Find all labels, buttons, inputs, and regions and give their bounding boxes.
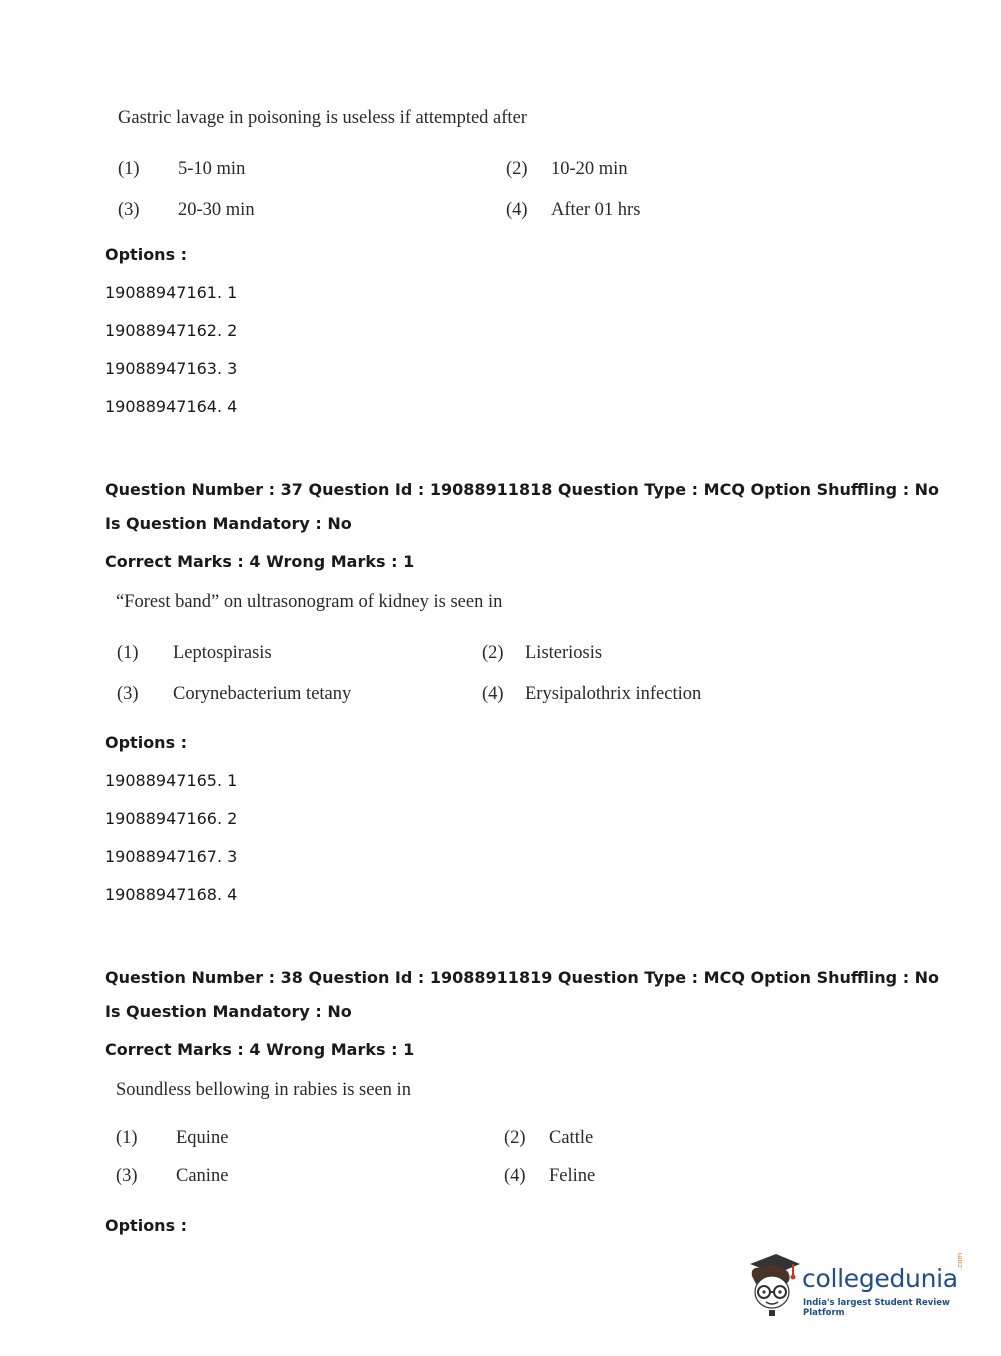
q38-choice-4-num: (4)	[504, 1166, 526, 1186]
logo-tagline: India's largest Student Review Platform	[803, 1298, 950, 1318]
q37-choice-1-num: (1)	[117, 643, 139, 663]
q36-choice-3-num: (3)	[118, 200, 140, 220]
q38-choice-1-num: (1)	[116, 1128, 138, 1148]
q37-option-id-2: 19088947166. 2	[105, 809, 238, 828]
q36-options-label: Options :	[105, 245, 188, 264]
q38-mandatory: Is Question Mandatory : No	[105, 1002, 352, 1021]
q38-choice-3-text: Canine	[176, 1166, 229, 1186]
q38-choice-2-text: Cattle	[549, 1128, 594, 1148]
q38-header: Question Number : 38 Question Id : 19088911819 Question Type : MCQ Option Shuffling : No	[105, 968, 940, 987]
q37-stem: “Forest band” on ultrasonogram of kidney is seen in	[116, 592, 503, 612]
q36-option-id-2: 19088947162. 2	[105, 321, 238, 340]
q37-choice-4-num: (4)	[482, 684, 504, 704]
q38-choice-3-num: (3)	[116, 1166, 138, 1186]
q37-choice-3-text: Corynebacterium tetany	[173, 684, 352, 704]
q37-choice-2-num: (2)	[482, 643, 504, 663]
q36-choice-3-text: 20-30 min	[178, 200, 255, 220]
q36-choice-1-text: 5-10 min	[178, 159, 246, 179]
q38-choice-4-text: Feline	[549, 1166, 596, 1186]
q38-choice-2-num: (2)	[504, 1128, 526, 1148]
q37-choice-4-text: Erysipalothrix infection	[525, 684, 702, 704]
q37-choice-1-text: Leptospirasis	[173, 643, 272, 663]
logo-suffix: .com	[956, 1252, 964, 1270]
q36-option-id-4: 19088947164. 4	[105, 397, 238, 416]
student-mascot-icon	[742, 1250, 802, 1320]
q36-choice-4-num: (4)	[506, 200, 528, 220]
q37-marks: Correct Marks : 4 Wrong Marks : 1	[105, 552, 415, 571]
q36-choice-1-num: (1)	[118, 159, 140, 179]
q37-choice-2-text: Listeriosis	[525, 643, 603, 663]
q38-marks: Correct Marks : 4 Wrong Marks : 1	[105, 1040, 415, 1059]
q38-options-label: Options :	[105, 1216, 188, 1235]
q36-choice-2-text: 10-20 min	[551, 159, 628, 179]
q36-option-id-1: 19088947161. 1	[105, 283, 238, 302]
q36-option-id-3: 19088947163. 3	[105, 359, 238, 378]
q37-option-id-1: 19088947165. 1	[105, 771, 238, 790]
q38-choice-1-text: Equine	[176, 1128, 229, 1148]
q36-stem: Gastric lavage in poisoning is useless if attempted after	[118, 108, 527, 128]
q37-options-label: Options :	[105, 733, 188, 752]
q37-option-id-4: 19088947168. 4	[105, 885, 238, 904]
q37-option-id-3: 19088947167. 3	[105, 847, 238, 866]
q36-choice-2-num: (2)	[506, 159, 528, 179]
q37-header: Question Number : 37 Question Id : 19088911818 Question Type : MCQ Option Shuffling : No	[105, 480, 940, 499]
q38-stem: Soundless bellowing in rabies is seen in	[116, 1080, 411, 1100]
logo-wordmark: collegedunia	[802, 1264, 958, 1293]
q36-choice-4-text: After 01 hrs	[551, 200, 641, 220]
q37-mandatory: Is Question Mandatory : No	[105, 514, 352, 533]
collegedunia-logo	[742, 1250, 972, 1320]
q37-choice-3-num: (3)	[117, 684, 139, 704]
